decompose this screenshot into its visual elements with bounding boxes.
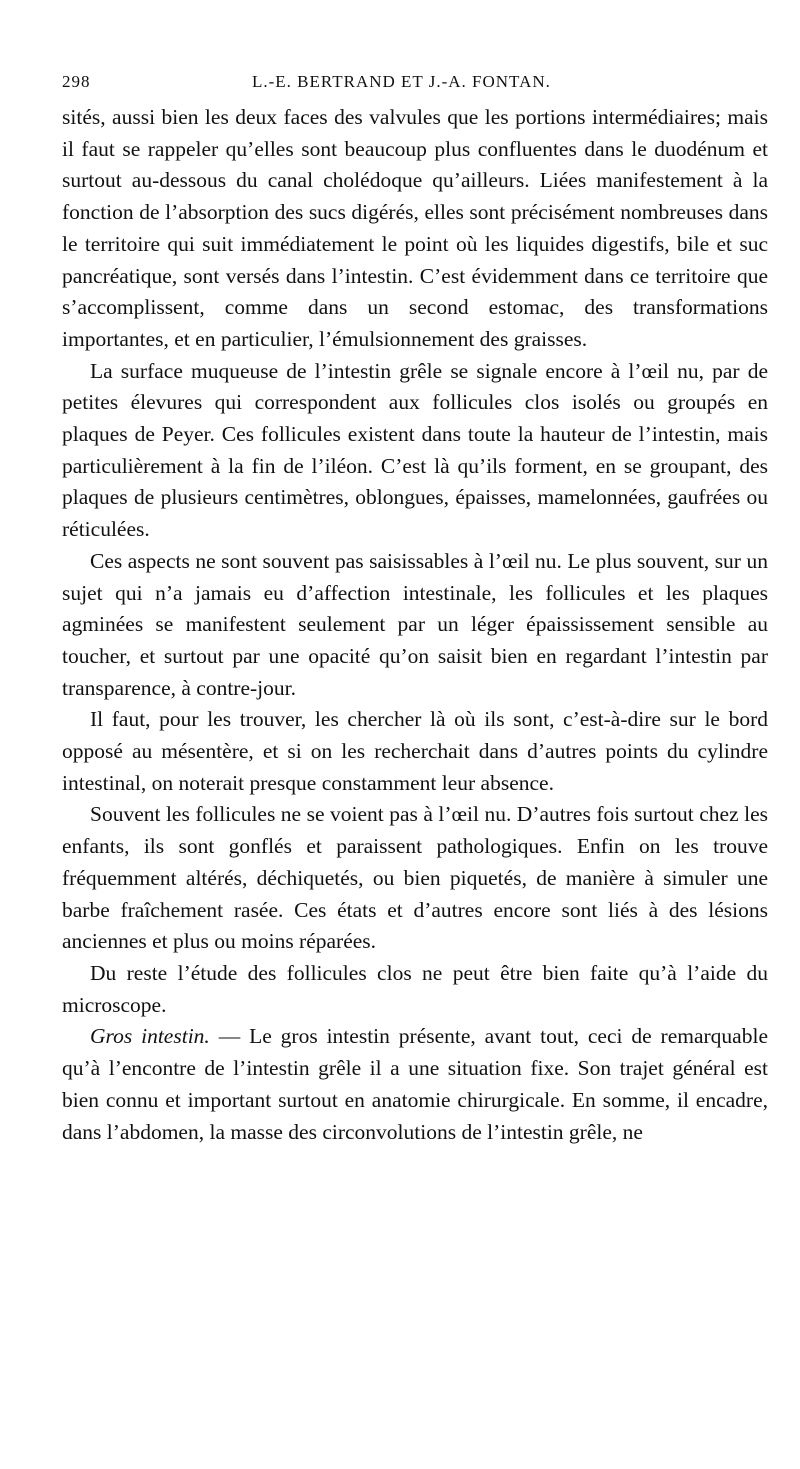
body-text [62,102,768,1148]
book-page [62,72,768,1148]
running-head [62,72,768,102]
paragraph: Il faut, pour les trouver, les chercher là où ils sont, c’est-à-dire sur le bord opposé au mésentère, et si on les recherchait dans d’autres points du cylindre intestinal, on noterait presque constamment leur absence. [62,707,768,795]
paragraph: La surface muqueuse de l’intestin grêle se signale encore à l’œil nu, par de petites élevures qui correspondent aux follicules clos isolés ou groupés en plaques de Peyer. Ces follicules existent dans toute la hauteur de l’intestin, mais particulièrement à la fin de l’iléon. C’est là qu’ils forment, en se groupant, des plaques de plusieurs centimètres, oblongues, épaisses, mamelonnées, gaufrées ou réticulées. [62,358,768,542]
page-number: 298 [62,72,91,91]
section-title: Gros intestin. [90,1024,210,1049]
section-paragraph [62,1021,768,1148]
paragraph: Souvent les follicules ne se voient pas à l’œil nu. D’autres fois surtout chez les enfants, ils sont gonflés et paraissent pathologiques. Enfin on les trouve fréquemment altérés, déchiquetés, ou bien piquetés, de manière à simuler une barbe fraîchement rasée. Ces états et d’autres encore sont liés à des lésions anciennes et plus ou moins réparées. [62,802,768,954]
running-title: L.-E. BERTRAND ET J.-A. FONTAN. [252,72,551,91]
paragraph: Du reste l’étude des follicules clos ne peut être bien faite qu’à l’aide du microscope. [62,960,768,1017]
paragraph: Ces aspects ne sont souvent pas saisissables à l’œil nu. Le plus souvent, sur un sujet qui n’a jamais eu d’affection intestinale, les follicules et les plaques agminées se manifestent seulement par un léger épaississement sensible au toucher, et surtout par une opacité qu’on saisit bien en regardant l’intestin par transparence, à contre-jour. [62,548,768,700]
paragraph-continued: sités, aussi bien les deux faces des valvules que les portions intermédiaires; mais il faut se rappeler qu’elles sont beaucoup plus confluentes dans le duodénum et surtout au-dessous du canal cholédoque qu’ailleurs. Liées manifestement à la fonction de l’absorption des sucs digérés, elles sont précisément nombreuses dans le territoire qui suit immédiatement le point où les liquides digestifs, bile et suc pancréatique, sont versés dans l’intestin. C’est évidemment dans ce territoire que s’accomplissent, comme dans un second estomac, des transformations importantes, et en particulier, l’émulsionnement des graisses. [62,105,768,351]
section-text: — Le gros intestin présente, avant tout, ceci de remarquable qu’à l’encontre de l’intestin grêle il a une situation fixe. Son trajet général est bien connu et important surtout en anatomie chirurgicale. En somme, il encadre, dans l’abdomen, la masse des circonvolutions de l’intestin grêle, ne [62,1024,768,1144]
